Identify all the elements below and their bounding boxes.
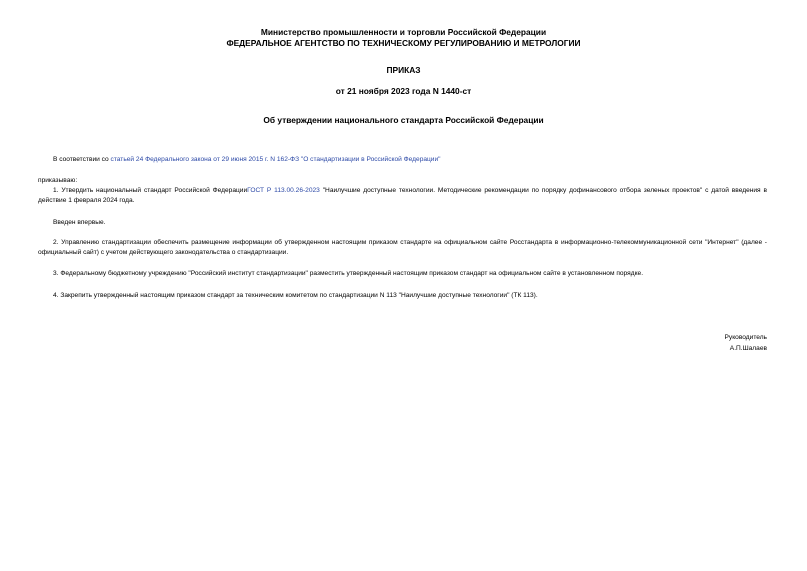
document-subject: Об утверждении национального стандарта Российской Федерации (263, 115, 544, 125)
order-word: приказываю: (38, 177, 78, 184)
agency-title: ФЕДЕРАЛЬНОЕ АГЕНТСТВО ПО ТЕХНИЧЕСКОМУ РЕГУЛИРОВАНИЮ И МЕТРОЛОГИИ (226, 38, 581, 48)
item-1 (38, 186, 767, 206)
item-3: 3. Федеральному бюджетному учреждению "Российский институт стандартизации" разместить утвержденный настоящим приказом стандарт на официальном сайте в установленном порядке. (53, 270, 644, 277)
item-4: 4. Закрепить утвержденный настоящим приказом стандарт за техническим комитетом по стандартизации N 113 "Наилучшие доступные технологии" (ТК 113). (53, 292, 538, 299)
document-date-number: от 21 ноября 2023 года N 1440-ст (335, 86, 472, 96)
ministry-title: Министерство промышленности и торговли Российской Федерации (260, 27, 547, 37)
item-1-suffix: "Наилучшие доступные технологии. Методические рекомендации по порядку дофинансового отбора зеленых проектов" с датой введения в действие 1 февраля 2024 года. (38, 187, 767, 204)
document-type: ПРИКАЗ (386, 65, 421, 75)
introduced-note: Введен впервые. (53, 219, 106, 226)
item-1-prefix: 1. Утвердить национальный стандарт Российской Федерации (53, 187, 248, 194)
item-2: 2. Управлению стандартизации обеспечить размещение информации об утвержденном настоящим приказом стандарте на официальном сайте Росстандарта в информационно-телекоммуникационной сети "Интернет" (далее - официальный сайт) с учетом действующего законодательства о стандартизации. (38, 239, 767, 256)
preamble-prefix: В соответствии со (53, 156, 111, 163)
signatory-name: А.П.Шалаев (729, 345, 767, 352)
standard-link[interactable]: ГОСТ Р 113.00.26-2023 (247, 187, 320, 194)
preamble (53, 155, 441, 164)
law-reference-link[interactable]: статьей 24 Федерального закона от 29 июня 2015 г. N 162-ФЗ "О стандартизации в Российской Федерации" (110, 156, 441, 163)
signatory-position: Руководитель (724, 334, 767, 341)
